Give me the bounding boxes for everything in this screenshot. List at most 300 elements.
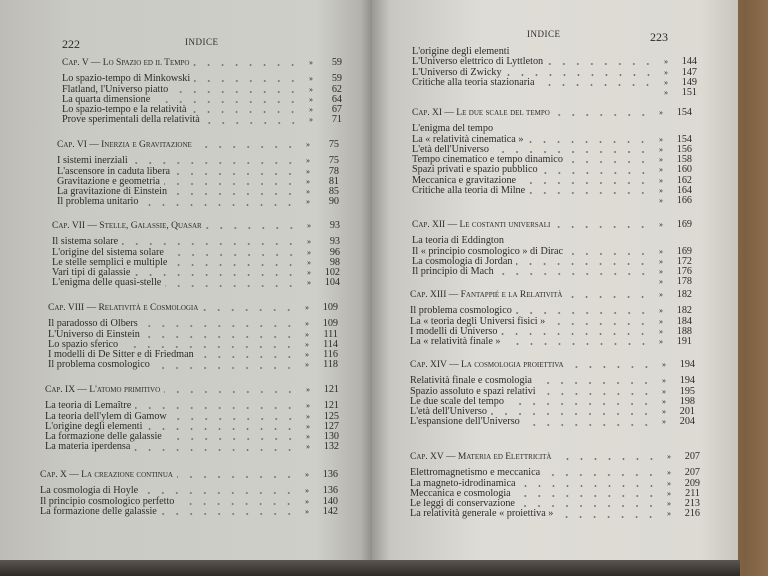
leader-mark: »	[659, 186, 663, 196]
toc-entry-page: 78	[328, 165, 339, 177]
right-page	[372, 0, 738, 576]
leader-mark: »	[306, 156, 310, 166]
toc-entry-title: La magneto-idrodinamica	[410, 477, 516, 489]
leader-mark: »	[659, 165, 663, 175]
toc-entry-title: La relatività generale « proiettiva »	[410, 508, 554, 520]
toc-entry-page: 213	[684, 498, 700, 510]
leader-dots	[204, 122, 300, 124]
leader-mark: »	[307, 278, 311, 288]
toc-entry-page: 111	[323, 328, 338, 340]
chapter-heading-page: 136	[322, 469, 338, 480]
toc-entry-title: Lo spazio sferico	[48, 338, 119, 350]
toc-entry-page: 188	[676, 325, 692, 337]
chapter-heading-title: Cap. VI — Inerzia e Gravitazione	[57, 140, 192, 150]
toc-entry-title: Lo spazio-tempo e la relatività	[62, 104, 187, 116]
toc-entry-title: I modelli di Universo	[410, 325, 498, 337]
toc-entry-page: 98	[329, 256, 340, 268]
toc-entry-page: 207	[684, 467, 700, 479]
toc-entry-page: 154	[676, 133, 692, 145]
leader-dots	[493, 151, 650, 153]
leader-dots	[556, 458, 659, 460]
leader-dots	[554, 226, 650, 228]
toc-entry-title: La cosmologia di Hoyle	[40, 485, 139, 497]
running-header: INDICE	[527, 29, 561, 39]
toc-entry	[62, 115, 342, 125]
chapter-block	[412, 108, 692, 207]
toc-entry	[48, 360, 338, 370]
toc-entry-title: La teoria di Lemaître	[45, 400, 132, 412]
chapter-block	[40, 470, 338, 517]
leader-dots	[516, 263, 650, 265]
leader-dots	[144, 336, 296, 338]
leader-dots	[567, 161, 650, 163]
toc-entry-title: La teoria dell'ylem di Gamow	[45, 410, 167, 422]
toc-entry-title: L'Universo di Einstein	[48, 328, 140, 340]
leader-dots	[529, 192, 650, 194]
leader-mark: »	[306, 442, 310, 452]
chapter-heading-page: 75	[328, 139, 339, 150]
page-number: 223	[650, 30, 668, 44]
leader-mark: »	[662, 417, 666, 427]
toc-entry-title: L'età dell'Universo	[412, 143, 489, 155]
toc-entry-title: I modelli di De Sitter e di Friedman	[48, 349, 194, 361]
leader-dots	[122, 243, 298, 245]
leader-dots	[122, 346, 296, 348]
chapter-heading	[40, 470, 338, 480]
leader-mark: »	[306, 421, 310, 431]
toc-entry-page: 67	[331, 104, 342, 116]
leader-mark: »	[659, 144, 663, 154]
chapter-heading	[57, 140, 339, 150]
toc-entry-page: 204	[679, 416, 695, 428]
leader-dots	[520, 485, 658, 487]
chapter-block	[412, 47, 697, 98]
chapter-block	[410, 452, 700, 520]
leader-mark: »	[659, 277, 663, 287]
leader-dots	[164, 391, 297, 393]
toc-entry-page: 81	[328, 175, 339, 187]
leader-mark: »	[664, 88, 668, 98]
leader-mark: »	[305, 496, 309, 506]
toc-entry-title: Critiche alla teoria di Milne	[412, 185, 526, 197]
toc-entry-title: L'origine del sistema solare	[52, 246, 164, 258]
leader-mark: »	[659, 290, 663, 299]
chapter-heading-title: Cap. VIII — Relatività e Cosmologia	[48, 303, 199, 313]
toc-entry-title: La formazione delle galassie	[40, 505, 157, 517]
toc-entry-page: 160	[676, 164, 692, 176]
toc-entry	[52, 278, 340, 288]
leader-dots	[172, 91, 300, 93]
leader-dots	[196, 146, 297, 148]
chapter-heading-page: 93	[329, 220, 340, 231]
toc-entry-page: 211	[685, 487, 700, 499]
toc-entry-title: L'Universo elettrico di Lyttleton	[412, 56, 544, 68]
leader-dots	[166, 438, 297, 440]
leader-mark: »	[659, 306, 663, 316]
chapter-heading-title: Cap. IX — L'atomo primitivo	[45, 385, 161, 395]
leader-dots	[134, 274, 298, 276]
chapter-heading-page: 169	[676, 219, 692, 230]
toc-entry-page: 140	[322, 495, 338, 507]
toc-entry-page: 116	[323, 349, 338, 361]
leader-mark: »	[662, 376, 666, 386]
toc-entry-title: L'origine degli elementi	[45, 420, 143, 432]
toc-entry-title: La cosmologia di Jordan	[412, 255, 513, 267]
leader-mark: »	[309, 74, 313, 84]
toc-entry-title: L'enigma delle quasi-stelle	[52, 277, 162, 289]
table-shadow	[0, 560, 740, 576]
toc-entry-title: Gravitazione e geometria	[57, 175, 160, 187]
toc-entry-title: La teoria di Eddington	[412, 235, 504, 247]
leader-mark: »	[306, 140, 310, 149]
toc-entry-page: 93	[329, 236, 340, 248]
toc-entry-title: L'origine degli elementi	[412, 46, 510, 57]
leader-mark: »	[667, 509, 671, 519]
toc-entry-page: 156	[676, 143, 692, 155]
leader-mark: »	[659, 316, 663, 326]
chapter-heading	[45, 385, 339, 395]
leader-dots	[193, 64, 300, 66]
toc-entry-page: 62	[331, 83, 342, 95]
leader-mark: »	[306, 197, 310, 207]
leader-dots	[506, 74, 655, 76]
chapter-block	[412, 220, 692, 288]
toc-entry-title: Le leggi di conservazione	[410, 498, 515, 510]
chapter-heading-title: Cap. VII — Stelle, Galassie, Quasar	[52, 221, 202, 231]
leader-dots	[142, 325, 296, 327]
toc-entry-page: 166	[676, 195, 692, 207]
toc-entry-title: Relatività finale e cosmologia	[410, 375, 532, 387]
leader-dots	[190, 111, 300, 113]
toc-entry	[45, 442, 339, 452]
toc-entry-page: 182	[676, 305, 692, 317]
toc-entry-page: 71	[331, 114, 342, 126]
leader-dots	[524, 424, 653, 426]
leader-dots	[177, 476, 296, 478]
toc-entry-title: L'Universo di Zwicky	[412, 66, 502, 78]
leader-mark: »	[662, 386, 666, 396]
chapter-heading	[410, 290, 692, 300]
toc-entry-page: 102	[324, 267, 340, 279]
leader-dots	[174, 173, 297, 175]
running-header: INDICE	[185, 37, 219, 47]
chapter-heading-page: 154	[676, 107, 692, 118]
toc-entry-page: 142	[322, 505, 338, 517]
leader-mark: »	[659, 196, 663, 206]
leader-mark: »	[305, 470, 309, 479]
leader-mark: »	[667, 499, 671, 509]
toc-entry-title: Meccanica e cosmologia	[410, 487, 511, 499]
leader-dots	[527, 141, 650, 143]
leader-mark: »	[306, 401, 310, 411]
toc-entry-title: Critiche alla teoria stazionaria	[412, 76, 535, 88]
toc-entry-page: 59	[331, 73, 342, 85]
toc-entry-title: L'espansione dell'Universo	[410, 416, 520, 428]
toc-entry-title: La « relatività cinematica »	[412, 133, 524, 145]
toc-entry	[412, 78, 697, 88]
leader-mark: »	[659, 108, 663, 117]
leader-dots	[554, 114, 650, 116]
leader-dots	[540, 393, 653, 395]
toc-entry	[412, 196, 692, 206]
toc-entry-title: La gravitazione di Einstein	[57, 186, 168, 198]
leader-mark: »	[306, 176, 310, 186]
chapter-heading	[48, 303, 338, 313]
toc-entry-title: Le stelle semplici e multiple	[52, 256, 168, 268]
toc-entry-page: 198	[679, 395, 695, 407]
leader-mark: »	[306, 187, 310, 197]
leader-dots	[161, 513, 296, 515]
toc-entry-title: Spazi privati e spazio pubblico	[412, 164, 538, 176]
toc-entry-page: 172	[676, 255, 692, 267]
chapter-heading-title: Cap. XI — Le due scale del tempo	[412, 108, 550, 118]
leader-mark: »	[307, 257, 311, 267]
leader-mark: »	[305, 486, 309, 496]
leader-dots	[491, 413, 653, 415]
leader-dots	[194, 80, 300, 82]
leader-dots	[542, 172, 650, 174]
chapter-heading-page: 121	[323, 384, 339, 395]
leader-mark: »	[664, 77, 668, 87]
leader-dots	[132, 162, 297, 164]
leader-dots	[202, 309, 296, 311]
chapter-heading-page: 194	[679, 359, 695, 370]
toc-entry-page: 151	[681, 87, 697, 99]
leader-mark: »	[306, 166, 310, 176]
leader-dots	[171, 418, 297, 420]
toc-entry-page: 178	[676, 276, 692, 288]
chapter-heading-title: Cap. XII — Le costanti universali	[412, 220, 551, 230]
toc-entry-title: La materia iperdensa	[45, 441, 131, 453]
chapter-heading	[412, 220, 692, 230]
leader-dots	[154, 367, 296, 369]
toc-entry-title: Vari tipi di galassie	[52, 267, 131, 279]
toc-entry-title: La « teoria degli Universi fisici »	[410, 315, 546, 327]
leader-dots	[168, 254, 298, 256]
toc-entry-page: 169	[676, 245, 692, 257]
toc-entry-title: Il paradosso di Olbers	[48, 318, 138, 330]
leader-mark: »	[667, 478, 671, 488]
toc-entry-title: L'età dell'Universo	[410, 406, 487, 418]
left-page	[0, 0, 372, 576]
leader-dots	[566, 296, 650, 298]
toc-entry-page: 147	[681, 66, 697, 78]
chapter-heading-title: Cap. XV — Materia ed Elettricità	[410, 452, 552, 462]
chapter-heading	[410, 360, 695, 370]
toc-entry-page: 144	[681, 56, 697, 68]
leader-mark: »	[667, 488, 671, 498]
leader-dots	[501, 333, 650, 335]
leader-dots	[536, 382, 653, 384]
leader-mark: »	[309, 58, 313, 67]
leader-mark: »	[309, 105, 313, 115]
toc-entry-title: Il problema cosmologico	[410, 305, 512, 317]
toc-entry-page: 194	[679, 375, 695, 387]
leader-dots	[567, 253, 650, 255]
leader-mark: »	[306, 411, 310, 421]
toc-entry-page: 136	[322, 485, 338, 497]
toc-entry	[410, 509, 700, 519]
leader-mark: »	[659, 246, 663, 256]
toc-entry-title: Il problema unitario	[57, 196, 139, 208]
leader-dots	[165, 285, 298, 287]
leader-mark: »	[667, 468, 671, 478]
leader-mark: »	[659, 155, 663, 165]
page-number: 222	[62, 37, 80, 51]
toc-entry	[412, 267, 692, 277]
leader-mark: »	[309, 115, 313, 125]
leader-dots	[557, 516, 658, 518]
leader-mark: »	[664, 57, 668, 67]
leader-dots	[142, 492, 296, 494]
chapter-heading	[412, 108, 692, 118]
leader-mark: »	[305, 303, 309, 312]
chapter-heading-title: Cap. XIV — La cosmologia proiettiva	[410, 360, 564, 370]
leader-dots	[515, 495, 658, 497]
toc-entry-title: La quarta dimensione	[62, 93, 151, 105]
chapter-block	[45, 385, 339, 453]
leader-dots	[505, 343, 650, 345]
leader-dots	[519, 505, 658, 507]
toc-entry-page: 209	[684, 477, 700, 489]
leader-mark: »	[659, 256, 663, 266]
chapter-block	[410, 360, 695, 428]
leader-mark: »	[664, 67, 668, 77]
toc-entry-page: 75	[328, 155, 339, 167]
chapter-heading-page: 207	[684, 451, 700, 462]
chapter-heading-title: Cap. XIII — Fantappié e la Relatività	[410, 290, 563, 300]
toc-entry-title: Elettromagnetismo e meccanica	[410, 467, 541, 479]
chapter-block	[410, 290, 692, 347]
toc-entry-page: 216	[684, 508, 700, 520]
toc-entry	[57, 197, 339, 207]
toc-entry-title: Il principio cosmologico perfetto	[40, 495, 175, 507]
toc-entry-page: 127	[323, 420, 339, 432]
toc-entry-page: 90	[328, 196, 339, 208]
toc-entry	[40, 507, 338, 517]
toc-entry-page: 85	[328, 186, 339, 198]
toc-entry-page: 121	[323, 400, 339, 412]
toc-entry-title: L'ascensore in caduta libera	[57, 165, 170, 177]
toc-entry-title: Spazio assoluto e spazi relativi	[410, 385, 536, 397]
toc-entry-page: 64	[331, 93, 342, 105]
leader-dots	[520, 182, 650, 184]
leader-mark: »	[307, 247, 311, 257]
leader-dots	[164, 183, 297, 185]
toc-entry-page: 158	[676, 154, 692, 166]
leader-mark: »	[309, 94, 313, 104]
leader-mark: »	[309, 84, 313, 94]
leader-mark: »	[307, 237, 311, 247]
leader-dots	[206, 227, 298, 229]
toc-entry	[410, 417, 695, 427]
leader-mark: »	[662, 360, 666, 369]
leader-dots	[171, 264, 298, 266]
toc-entry-page: 149	[681, 76, 697, 88]
chapter-heading	[410, 452, 700, 462]
toc-entry-page: 125	[323, 410, 339, 422]
leader-dots	[178, 503, 296, 505]
toc-entry-page: 114	[323, 338, 338, 350]
chapter-block	[57, 140, 339, 208]
leader-mark: »	[306, 385, 310, 394]
toc-entry-page: 191	[676, 336, 692, 348]
leader-dots	[508, 403, 653, 405]
leader-mark: »	[305, 506, 309, 516]
toc-entry-title: Prove sperimentali della relatività	[62, 114, 200, 126]
toc-entry	[412, 186, 692, 196]
leader-dots	[516, 312, 650, 314]
chapter-heading-page: 182	[676, 289, 692, 300]
leader-dots	[154, 101, 300, 103]
leader-dots	[547, 63, 655, 65]
chapter-block	[48, 303, 338, 371]
toc-entry-title: Le due scale del tempo	[410, 395, 504, 407]
chapter-block	[52, 221, 340, 289]
toc-entry-title: Il problema cosmologico	[48, 359, 150, 371]
toc-entry-page: 164	[676, 185, 692, 197]
leader-mark: »	[659, 267, 663, 277]
toc-entry-page: 162	[676, 174, 692, 186]
toc-entry-title: Meccanica e gravitazione	[412, 174, 517, 186]
toc-entry	[412, 277, 692, 287]
toc-entry-title: L'enigma del tempo	[412, 123, 494, 135]
toc-entry-page: 201	[679, 406, 695, 418]
toc-entry	[412, 88, 697, 98]
toc-entry-page: 96	[329, 246, 340, 258]
toc-entry-page: 184	[676, 315, 692, 327]
toc-entry	[410, 337, 692, 347]
leader-mark: »	[659, 326, 663, 336]
leader-mark: »	[659, 134, 663, 144]
chapter-heading	[62, 58, 342, 68]
leader-dots	[134, 449, 297, 451]
leader-mark: »	[659, 220, 663, 229]
leader-mark: »	[305, 350, 309, 360]
toc-entry-title: La formazione delle galassie	[45, 431, 162, 443]
chapter-heading-title: Cap. X — La creazione continua	[40, 470, 173, 480]
toc-entry-title: Il « principio cosmologico » di Dirac	[412, 245, 564, 257]
toc-entry-page: 104	[324, 277, 340, 289]
leader-dots	[142, 204, 297, 206]
chapter-block	[62, 58, 342, 126]
leader-mark: »	[307, 268, 311, 278]
toc-entry-page: 130	[323, 431, 339, 443]
toc-entry-title: Il principio di Mach	[412, 266, 494, 278]
leader-dots	[544, 474, 658, 476]
chapter-heading-page: 109	[322, 302, 338, 313]
toc-entry-page: 176	[676, 266, 692, 278]
leader-mark: »	[305, 319, 309, 329]
toc-entry-title: Il sistema solare	[52, 236, 119, 248]
toc-entry-title: I sistemi inerziali	[57, 155, 128, 167]
toc-entry-page: 118	[323, 359, 338, 371]
leader-dots	[568, 366, 653, 368]
toc-entry-title: La « relatività finale »	[410, 336, 501, 348]
leader-dots	[171, 193, 297, 195]
leader-mark: »	[667, 452, 671, 461]
chapter-heading	[52, 221, 340, 231]
leader-mark: »	[305, 339, 309, 349]
leader-dots	[538, 84, 655, 86]
leader-dots	[498, 273, 650, 275]
leader-dots	[549, 323, 650, 325]
toc-entry-title: Tempo cinematico e tempo dinamico	[412, 154, 563, 166]
leader-dots	[135, 407, 297, 409]
toc-entry-title: Flatland, l'Universo piatto	[62, 83, 169, 95]
leader-mark: »	[305, 329, 309, 339]
chapter-heading-title: Cap. V — Lo Spazio ed il Tempo	[62, 58, 190, 68]
